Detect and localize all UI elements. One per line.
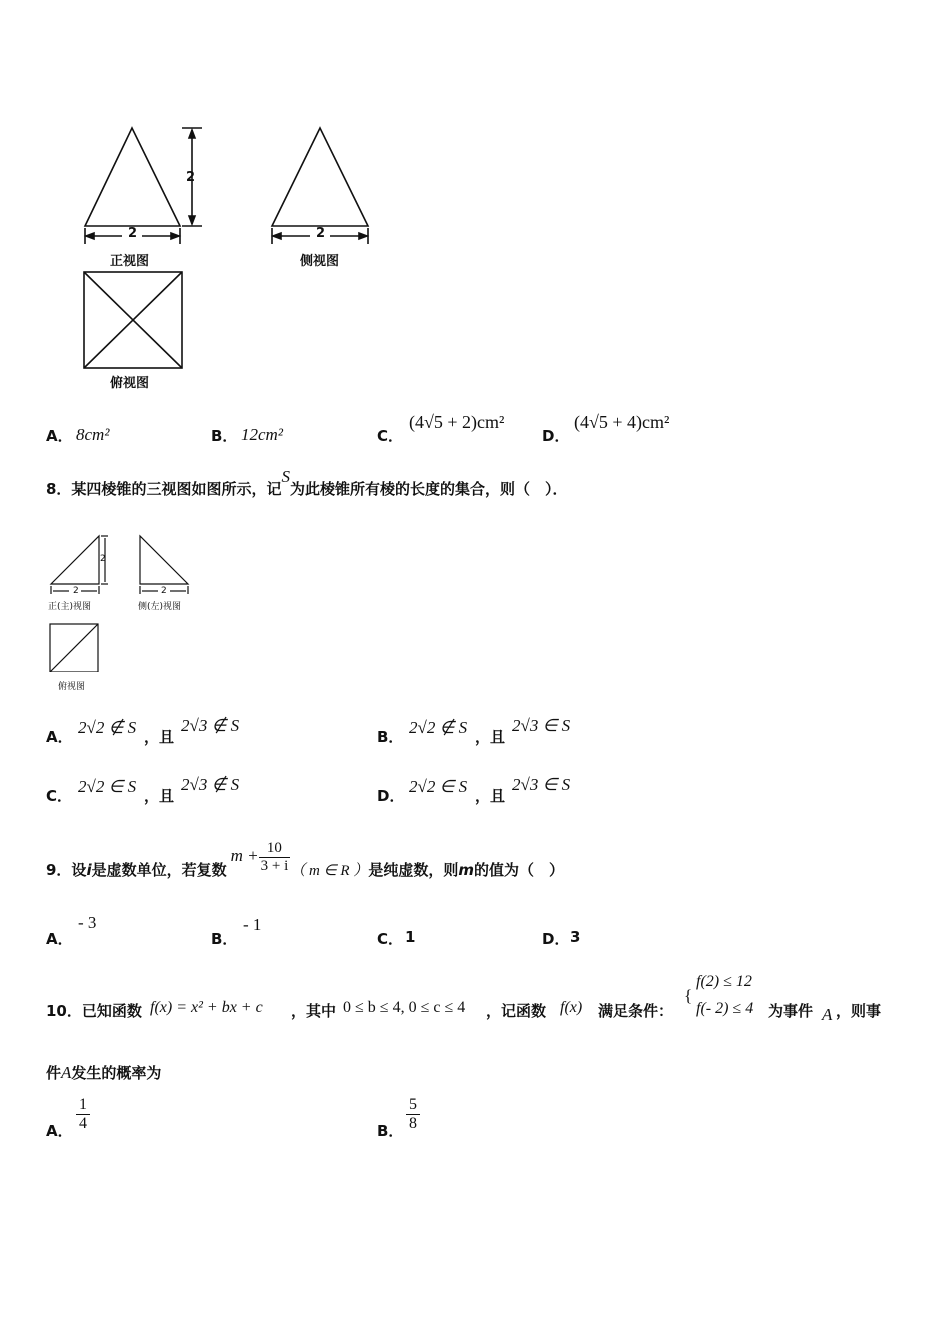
q7-option-d-value: (4√5 + 4)cm² (574, 412, 670, 432)
q7-option-c-value: (4√5 + 2)cm² (409, 412, 505, 432)
q8-front-height-dim: 2 (100, 554, 106, 564)
q8-side-width-dim: 2 (161, 586, 167, 596)
q9-option-b-label[interactable]: B． (211, 930, 238, 948)
q8-option-c-joiner: ，且 (144, 787, 175, 805)
q7-top-view-caption: 俯视图 (110, 376, 150, 391)
q9-option-c-label[interactable]: C． (377, 930, 404, 948)
q10-stem-mid2: ，记函数 (486, 1002, 547, 1020)
q9-stem-end: 的值为（ ） (473, 861, 564, 880)
q8-option-c-left: 2√2 ∈ S (78, 777, 137, 796)
q8-option-d-left: 2√2 ∈ S (409, 777, 468, 796)
q8-option-a-left: 2√2 ∉ S (78, 718, 137, 737)
q10-option-b-num: 5 (409, 1096, 417, 1113)
q7-option-c-label[interactable]: C． (377, 427, 404, 445)
q10-line2 (46, 1062, 161, 1083)
q10-option-a-label[interactable]: A． (46, 1122, 73, 1140)
q10-option-b-frac (406, 1096, 420, 1133)
q7-option-a-value: 8cm² (76, 425, 110, 444)
q7-side-width-dim: 2 (316, 226, 326, 241)
q9-stem-post: 是纯虚数，则 (368, 861, 459, 880)
q8-option-d-label[interactable]: D． (377, 787, 405, 805)
q7-option-b-value: 12cm² (241, 425, 283, 444)
q7-option-d-label[interactable]: D． (542, 427, 570, 445)
q9-option-b-value: - 1 (243, 915, 262, 934)
q9-option-d-label[interactable]: D． (542, 930, 570, 948)
q10-brace: { (684, 986, 693, 1005)
q8-option-d-joiner: ，且 (475, 787, 506, 805)
q8-front-view-caption: 正(主)视图 (48, 602, 92, 612)
q10-line2-pre: 件 (46, 1064, 62, 1082)
q7-option-a-label[interactable]: A． (46, 427, 73, 445)
q8-stem-pre: 8．某四棱锥的三视图如图所示，记 (46, 480, 282, 498)
q8-stem (46, 467, 568, 499)
q10-line2-var: A (61, 1063, 72, 1082)
q9-frac-num: 10 (259, 840, 291, 858)
q7-front-view-caption: 正视图 (110, 254, 150, 269)
q8-top-view (50, 624, 98, 672)
q9-stem (46, 830, 564, 880)
q8-option-a-joiner: ，且 (144, 728, 175, 746)
q9-option-a-label[interactable]: A． (46, 930, 73, 948)
q8-front-width-dim: 2 (73, 586, 79, 596)
q9-option-d-value: 3 (570, 928, 581, 946)
q10-option-b-label[interactable]: B． (377, 1122, 404, 1140)
q8-option-b-left: 2√2 ∉ S (409, 718, 468, 737)
q10-stem-mid3: 满足条件： (598, 1002, 674, 1020)
q8-option-a-right: 2√3 ∉ S (181, 716, 240, 735)
q9-cond: （ m ∈ R ） (290, 863, 369, 880)
q10-stem-mid4: 为事件 (768, 1002, 814, 1020)
q8-side-view-caption: 侧(左)视图 (138, 602, 182, 612)
q9-stem-mid: 是虚数单位，若复数 (91, 861, 227, 880)
q8-option-b-joiner: ，且 (475, 728, 506, 746)
q10-option-a-num: 1 (79, 1096, 87, 1113)
q10-line2-post: 发生的概率为 (71, 1064, 162, 1082)
q10-option-b-den: 8 (409, 1115, 417, 1132)
q10-range: 0 ≤ b ≤ 4, 0 ≤ c ≤ 4 (343, 999, 466, 1016)
q7-side-view-caption: 侧视图 (300, 254, 340, 269)
q8-front-view (51, 536, 108, 594)
q9-option-a-value: - 3 (78, 913, 97, 932)
q8-stem-post: 为此棱锥所有棱的长度的集合，则（ ）． (289, 480, 568, 498)
q9-i: i (86, 861, 92, 880)
q8-option-a-label[interactable]: A． (46, 728, 73, 746)
q7-top-view (84, 272, 182, 368)
q7-front-width-dim: 2 (128, 226, 138, 241)
q8-stem-var: S (281, 467, 290, 486)
q9-stem-pre: 9．设 (46, 861, 87, 880)
q8-top-view-caption: 俯视图 (58, 682, 86, 692)
q10-func: f(x) = x² + bx + c (150, 999, 263, 1016)
q10-fx: f(x) (560, 999, 583, 1016)
q8-option-b-right: 2√3 ∈ S (512, 716, 571, 735)
q10-cond1: f(2) ≤ 12 (696, 973, 752, 990)
q7-front-view (85, 128, 202, 244)
q8-option-c-right: 2√3 ∉ S (181, 775, 240, 794)
q8-option-c-label[interactable]: C． (46, 787, 73, 805)
q10-option-a-den: 4 (79, 1115, 87, 1132)
q10-stem-mid: ，其中 (291, 1002, 337, 1020)
q9-m: m (458, 861, 474, 880)
q8-option-b-label[interactable]: B． (377, 728, 404, 746)
q10-cond2: f(- 2) ≤ 4 (696, 1000, 754, 1017)
q10-event: A (822, 1005, 833, 1024)
q9-frac-den: 3 + i (260, 858, 289, 874)
q10-option-a-frac (76, 1096, 90, 1133)
q10-stem-pre: 10．已知函数 (46, 1002, 142, 1020)
q9-option-c-value: 1 (405, 928, 416, 946)
q8-option-d-right: 2√3 ∈ S (512, 775, 571, 794)
q9-expr-m: m + (230, 846, 259, 866)
q7-height-dim: 2 (186, 170, 196, 185)
q7-option-b-label[interactable]: B． (211, 427, 238, 445)
q10-stem-end: ，则事 (836, 1002, 882, 1020)
